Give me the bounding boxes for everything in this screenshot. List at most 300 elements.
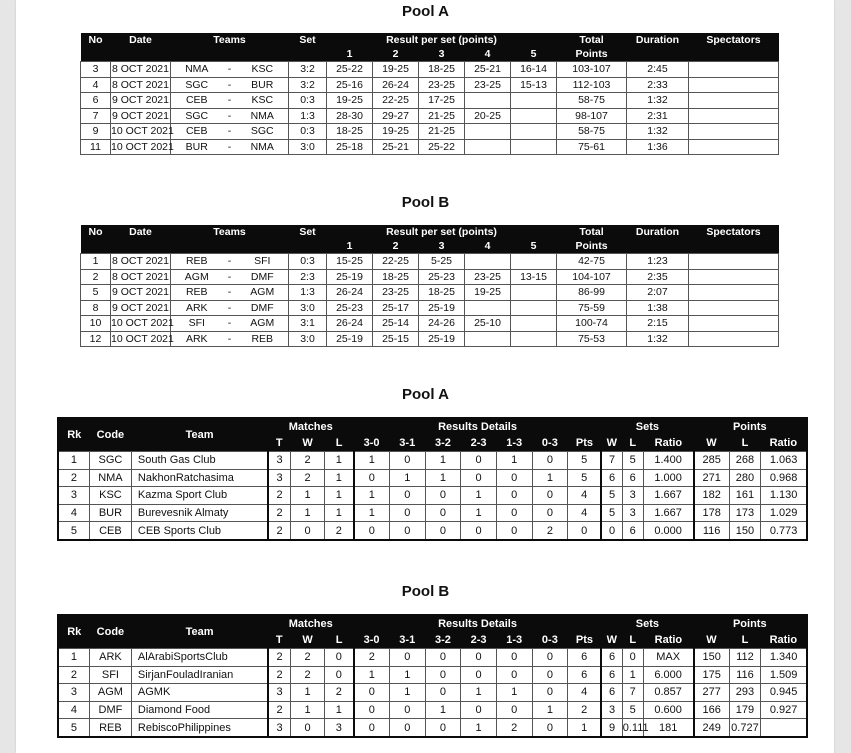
stat-value: 0.857 (643, 684, 693, 702)
away-team: SFI (237, 254, 289, 270)
team-code: KSC (89, 487, 131, 505)
header-total: Total (579, 226, 604, 238)
standings-table-pool-b (57, 614, 808, 738)
header-sub-column: L (629, 437, 637, 449)
team-name: Kazma Sport Club (131, 487, 267, 505)
set-result: 19-25 (373, 62, 419, 78)
header-code: Code (96, 626, 125, 638)
stat-value: 182 (694, 487, 730, 505)
stat-value: 0 (291, 522, 325, 540)
results-pool-a-title: Pool A (402, 3, 449, 20)
stat-value: 6 (601, 469, 622, 487)
table-row (58, 684, 807, 702)
stat-value: 293 (729, 684, 760, 702)
match-no: 9 (81, 124, 111, 140)
set-result (465, 124, 511, 140)
stat-value: 1 (532, 469, 568, 487)
stat-value: 175 (694, 666, 730, 684)
duration: 2:45 (627, 62, 689, 78)
set-result: 25-10 (465, 316, 511, 332)
team-separator: - (223, 139, 237, 155)
duration: 2:35 (627, 269, 689, 285)
stat-value: 0 (389, 504, 425, 522)
stat-value: 3 (601, 701, 622, 719)
set-result: 5-25 (419, 254, 465, 270)
header-sub-column: W (706, 437, 717, 449)
header-results-details: Results Details (438, 618, 517, 630)
table-row (58, 522, 807, 540)
stat-value: 0.111 (622, 719, 643, 737)
team-separator: - (223, 62, 237, 78)
team-code: DMF (89, 701, 131, 719)
stat-value: 6 (622, 522, 643, 540)
header-blank (627, 239, 689, 254)
spectators (689, 139, 779, 155)
stat-value: 1 (425, 452, 461, 470)
home-team: SGC (171, 108, 223, 124)
header-set-number: 4 (484, 48, 491, 60)
stat-value: 6 (568, 649, 602, 667)
header-team: Team (185, 429, 214, 441)
total-points: 86-99 (557, 285, 627, 301)
stat-value: 7 (622, 684, 643, 702)
header-set-number: 1 (346, 240, 353, 252)
header-blank (289, 47, 327, 62)
header-sub-column: Ratio (769, 634, 798, 646)
spectators (689, 316, 779, 332)
stat-value: 6 (622, 469, 643, 487)
set-score: 3:0 (289, 139, 327, 155)
stat-value: 249 (694, 719, 730, 737)
header-sub-column: 3-0 (363, 437, 380, 449)
stat-value: 1 (461, 504, 497, 522)
stat-value: 2 (291, 469, 325, 487)
stat-value: 0 (354, 469, 390, 487)
team-name: Diamond Food (131, 701, 267, 719)
stat-value: 6.000 (643, 666, 693, 684)
stat-value: 6 (601, 649, 622, 667)
header-set: Set (299, 226, 316, 238)
header-spectators: Spectators (706, 226, 761, 238)
table-row (58, 504, 807, 522)
duration: 2:33 (627, 77, 689, 93)
set-result: 22-25 (373, 93, 419, 109)
stat-value: 1 (532, 701, 568, 719)
header-blank (289, 239, 327, 254)
header-duration: Duration (635, 34, 680, 46)
stat-value: 112 (729, 649, 760, 667)
header-set-number: 3 (438, 240, 445, 252)
stat-value: 0 (496, 701, 532, 719)
match-no: 5 (81, 285, 111, 301)
set-result (511, 300, 557, 316)
set-score: 0:3 (289, 124, 327, 140)
stat-value: 280 (729, 469, 760, 487)
table-row (81, 108, 779, 124)
stat-value: 0 (461, 522, 497, 540)
set-result: 25-14 (373, 316, 419, 332)
header-sub-column: 3-2 (434, 437, 451, 449)
stat-value: 161 (729, 487, 760, 505)
stat-value: 0 (354, 701, 390, 719)
stat-value: 268 (729, 452, 760, 470)
stat-value: 0 (389, 649, 425, 667)
stat-value: 0 (425, 666, 461, 684)
stat-value: 1 (425, 701, 461, 719)
stat-value: 1 (389, 684, 425, 702)
header-blank (81, 47, 111, 62)
header-blank (689, 239, 779, 254)
header-set-number: 2 (392, 48, 399, 60)
stat-value: 3 (268, 719, 291, 737)
stat-value: 4 (568, 504, 602, 522)
spectators (689, 93, 779, 109)
stat-value: 5 (622, 452, 643, 470)
header-sub-column: W (606, 634, 617, 646)
away-team: NMA (237, 108, 289, 124)
stat-value: 0 (354, 522, 390, 540)
header-sub-column: Pts (575, 634, 594, 646)
rank: 3 (58, 684, 89, 702)
header-blank (111, 47, 171, 62)
stat-value: 2 (324, 684, 353, 702)
team-code: AGM (89, 684, 131, 702)
header-sub-column: T (275, 437, 283, 449)
stat-value: 0.000 (643, 522, 693, 540)
stat-value: 0 (425, 684, 461, 702)
total-points: 42-75 (557, 254, 627, 270)
stat-value: 9 (601, 719, 622, 737)
stat-value: 2 (268, 649, 291, 667)
stat-value: 0 (532, 666, 568, 684)
set-result (511, 254, 557, 270)
stat-value: 150 (694, 649, 730, 667)
spectators (689, 62, 779, 78)
set-result: 25-19 (327, 331, 373, 347)
team-separator: - (223, 93, 237, 109)
stat-value: 2 (532, 522, 568, 540)
duration: 1:32 (627, 93, 689, 109)
home-team: SGC (171, 77, 223, 93)
header-team: Team (185, 626, 214, 638)
home-team: ARK (171, 331, 223, 347)
rank: 5 (58, 522, 89, 540)
set-result (511, 139, 557, 155)
header-sub-column: 2-3 (470, 437, 487, 449)
table-row (81, 269, 779, 285)
team-code: NMA (89, 469, 131, 487)
set-result: 13-15 (511, 269, 557, 285)
header-teams: Teams (213, 226, 246, 238)
table-row (58, 649, 807, 667)
stat-value: 3 (622, 487, 643, 505)
duration: 1:36 (627, 139, 689, 155)
table-row (81, 331, 779, 347)
header-blank (171, 239, 289, 254)
team-separator: - (223, 285, 237, 301)
stat-value: 0 (324, 666, 353, 684)
rank: 2 (58, 469, 89, 487)
stat-value: 5 (568, 452, 602, 470)
spectators (689, 254, 779, 270)
header-sub-column: L (741, 437, 749, 449)
stat-value: 1.400 (643, 452, 693, 470)
set-result: 25-17 (373, 300, 419, 316)
header-sub-column: 2-3 (470, 634, 487, 646)
team-code: SGC (89, 452, 131, 470)
stat-value: 0 (496, 522, 532, 540)
stat-value: 0 (601, 522, 622, 540)
header-no: No (88, 226, 103, 238)
set-result (511, 316, 557, 332)
table-row (81, 93, 779, 109)
header-sub-column: 3-2 (434, 634, 451, 646)
stat-value: 0 (568, 522, 602, 540)
stat-value: 1 (291, 504, 325, 522)
away-team: DMF (237, 300, 289, 316)
team-name: CEB Sports Club (131, 522, 267, 540)
header-sub-column: W (302, 634, 313, 646)
stat-value: 0 (354, 719, 390, 737)
stat-value: 5 (601, 487, 622, 505)
stat-value: 0 (532, 719, 568, 737)
set-result (511, 285, 557, 301)
team-separator: - (223, 331, 237, 347)
table-row (58, 469, 807, 487)
duration: 1:38 (627, 300, 689, 316)
set-result: 15-25 (327, 254, 373, 270)
stat-value: 3 (268, 452, 291, 470)
stat-value: 5 (622, 701, 643, 719)
stat-value: 0 (354, 684, 390, 702)
stat-value: 1 (324, 487, 353, 505)
stat-value: 0 (461, 649, 497, 667)
duration: 2:31 (627, 108, 689, 124)
away-team: REB (237, 331, 289, 347)
header-sub-column: W (706, 634, 717, 646)
match-date: 10 OCT 2021 (111, 332, 174, 345)
set-result (465, 93, 511, 109)
stat-value: 1 (461, 719, 497, 737)
stat-value: 0 (496, 469, 532, 487)
header-sub-column: L (335, 437, 343, 449)
stat-value: 0 (496, 666, 532, 684)
duration: 1:32 (627, 124, 689, 140)
total-points: 58-75 (557, 124, 627, 140)
set-result: 23-25 (419, 77, 465, 93)
stat-value: 0 (532, 504, 568, 522)
set-result (465, 300, 511, 316)
match-date: 9 OCT 2021 (111, 94, 169, 107)
stat-value: 0 (461, 469, 497, 487)
stat-value: 6 (568, 666, 602, 684)
stat-value: 1 (461, 684, 497, 702)
stat-value: 150 (729, 522, 760, 540)
team-code: REB (89, 719, 131, 737)
set-result: 19-25 (373, 124, 419, 140)
set-score: 3:1 (289, 316, 327, 332)
stat-value: 4 (568, 684, 602, 702)
header-teams: Teams (213, 34, 246, 46)
stat-value: 179 (729, 701, 760, 719)
header-sub-column: 0-3 (541, 437, 558, 449)
header-set-number: 2 (392, 240, 399, 252)
header-sub-column: L (629, 634, 637, 646)
stat-value: 1.667 (643, 487, 693, 505)
stat-value: 1 (389, 666, 425, 684)
stat-value: 0 (425, 504, 461, 522)
home-team: ARK (171, 300, 223, 316)
stat-value: 173 (729, 504, 760, 522)
team-name: RebiscoPhilippines (131, 719, 267, 737)
stat-value: 0 (532, 649, 568, 667)
header-blank (81, 239, 111, 254)
stat-value: 5 (568, 469, 602, 487)
set-result: 25-15 (373, 331, 419, 347)
set-result (465, 331, 511, 347)
stat-value: 0 (425, 649, 461, 667)
spectators (689, 285, 779, 301)
set-result: 28-30 (327, 108, 373, 124)
spectators (689, 269, 779, 285)
away-team: SGC (237, 124, 289, 140)
spectators (689, 108, 779, 124)
team-code: ARK (89, 649, 131, 667)
set-result: 18-25 (327, 124, 373, 140)
header-sub-column: L (335, 634, 343, 646)
home-team: NMA (171, 62, 223, 78)
stat-value: 0 (425, 522, 461, 540)
stat-value: 2 (324, 522, 353, 540)
stat-value: 285 (694, 452, 730, 470)
away-team: AGM (237, 316, 289, 332)
header-sub-column: W (606, 437, 617, 449)
total-points: 58-75 (557, 93, 627, 109)
set-result: 25-16 (327, 77, 373, 93)
team-code: BUR (89, 504, 131, 522)
stat-value: 2 (268, 701, 291, 719)
table-row (58, 487, 807, 505)
stat-value: 0.600 (643, 701, 693, 719)
stat-value: 1 (324, 504, 353, 522)
stat-value: 7 (601, 452, 622, 470)
header-sub-column: Pts (575, 437, 594, 449)
stat-value: 1 (291, 701, 325, 719)
header-result-per-set: Result per set (points) (386, 34, 497, 46)
stat-value: 3 (324, 719, 353, 737)
home-team: CEB (171, 124, 223, 140)
stat-value: 0 (389, 522, 425, 540)
away-team: NMA (237, 139, 289, 155)
stat-value: 1.667 (643, 504, 693, 522)
stat-value: 3 (622, 504, 643, 522)
header-set-number: 4 (484, 240, 491, 252)
stat-value: 1 (496, 452, 532, 470)
match-date: 10 OCT 2021 (111, 125, 174, 138)
set-result (511, 331, 557, 347)
stat-value (761, 719, 807, 737)
stat-value: 0 (389, 701, 425, 719)
set-result: 23-25 (465, 77, 511, 93)
stat-value: 6 (601, 666, 622, 684)
match-date: 8 OCT 2021 (111, 78, 169, 91)
set-score: 2:3 (289, 269, 327, 285)
home-team: SFI (171, 316, 223, 332)
set-result: 25-19 (327, 269, 373, 285)
stat-value: 2 (496, 719, 532, 737)
match-date: 9 OCT 2021 (111, 301, 169, 314)
set-result: 20-25 (465, 108, 511, 124)
total-points: 100-74 (557, 316, 627, 332)
header-sets: Sets (635, 421, 660, 433)
match-no: 8 (81, 300, 111, 316)
stat-value: 1 (389, 469, 425, 487)
header-set-number: 5 (530, 48, 537, 60)
set-result: 19-25 (327, 93, 373, 109)
away-team: DMF (237, 269, 289, 285)
stat-value: 0 (324, 649, 353, 667)
header-points: Points (575, 240, 608, 252)
header-result-per-set: Result per set (points) (386, 226, 497, 238)
team-separator: - (223, 316, 237, 332)
stat-value: 0 (291, 719, 325, 737)
match-date: 8 OCT 2021 (111, 255, 169, 268)
header-results-details: Results Details (438, 421, 517, 433)
stat-value: 1 (461, 487, 497, 505)
set-result: 18-25 (419, 62, 465, 78)
table-row (58, 719, 807, 737)
rank: 1 (58, 452, 89, 470)
rank: 4 (58, 504, 89, 522)
team-name: SirjanFouladIranian (131, 666, 267, 684)
stat-value: 0 (389, 719, 425, 737)
team-code: SFI (89, 666, 131, 684)
set-result: 18-25 (419, 285, 465, 301)
stat-value: 1.130 (761, 487, 807, 505)
set-result: 17-25 (419, 93, 465, 109)
match-no: 1 (81, 254, 111, 270)
match-date: 9 OCT 2021 (111, 286, 169, 299)
stat-value: 1.000 (643, 469, 693, 487)
header-rank: Rk (67, 626, 82, 638)
total-points: 75-59 (557, 300, 627, 316)
set-result: 25-22 (419, 139, 465, 155)
set-result: 16-14 (511, 62, 557, 78)
match-no: 12 (81, 331, 111, 347)
stat-value: 0 (532, 684, 568, 702)
table-row (81, 300, 779, 316)
stat-value: 3 (268, 684, 291, 702)
set-score: 3:2 (289, 77, 327, 93)
header-sub-column: 3-1 (399, 634, 416, 646)
team-name: South Gas Club (131, 452, 267, 470)
header-blank (627, 47, 689, 62)
stat-value: 0 (389, 487, 425, 505)
match-date: 10 OCT 2021 (111, 317, 174, 330)
stat-value: 1 (354, 504, 390, 522)
stat-value: 3 (268, 469, 291, 487)
set-result: 25-23 (419, 269, 465, 285)
stat-value: 0 (389, 452, 425, 470)
header-set-number: 3 (438, 48, 445, 60)
rank: 5 (58, 719, 89, 737)
stat-value: 1 (568, 719, 602, 737)
stat-value: 0 (622, 649, 643, 667)
team-name: NakhonRatchasima (131, 469, 267, 487)
stat-value: 2 (291, 666, 325, 684)
set-score: 3:2 (289, 62, 327, 78)
stat-value: 0.968 (761, 469, 807, 487)
